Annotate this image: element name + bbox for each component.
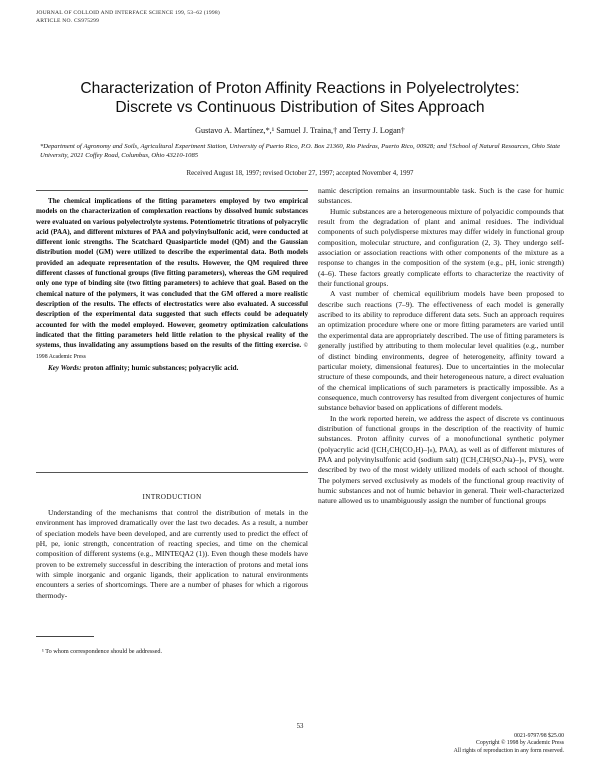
- copyright-line: Copyright © 1998 by Academic Press: [476, 740, 564, 747]
- paragraph: Understanding of the mechanisms that control the distribution of metals in the environment has improved dramatically over the last two decades. As a result, a number of speciation models have been developed, and are currently used to predict the effect of pH, pe, ionic strength, concentration of reacting species, and time on the chemical composition of different systems (e.g., MINTEQA2 (1)). Even though these models have proven to be extremely successful in describing the interaction of protons and metal ions with simple inorganic and organic ligands, their application to natural environments encounters a series of shortcomings. There are a number of phases for which a rigorous thermody-: [36, 508, 308, 600]
- footnote: ¹ To whom correspondence should be addressed.: [42, 648, 163, 655]
- paragraph-continued: namic description remains an insurmountable task. Such is the case for humic substances.: [318, 186, 564, 206]
- abstract: [36, 196, 308, 373]
- rights-line: All rights of reproduction in any form reserved.: [453, 747, 564, 754]
- paper-title: [30, 79, 570, 117]
- abstract-bottom-rule: [36, 472, 308, 473]
- received-dates: Received August 18, 1997; revised October 27, 1997; accepted November 4, 1997: [186, 170, 414, 177]
- left-column-body: [36, 508, 308, 601]
- title-line-2: Discrete vs Continuous Distribution of Sites Approach: [115, 99, 485, 116]
- keywords-label: Key Words:: [48, 363, 82, 372]
- paragraph: A vast number of chemical equilibrium models have been proposed to describe such reactions (7–9). The effectiveness of each model is generally ascribed to its ability to reproduce different data sets. Such an approach requires an optimization procedure where one or more fitting parameters are varied until the experimental data are appropriately described. The use of fitting parameters is generally justified by attributing to them molecular level qualities (e.g., number of distinct binding environments, degree of heterogeneity, affinity toward a particular moiety, dimensional features). Due to uncertainties in the molecular structure of these compounds, and their heterogeneous nature, a direct evaluation of the chemical implications of such parameters is practically impossible. As a consequence, much controversy has resulted from divergent conjectures of humic substance behavior based on applications of different models.: [318, 289, 564, 413]
- footnote-rule: [36, 636, 94, 637]
- abstract-copyright: © 1998 Academic Press: [36, 343, 308, 361]
- keywords-text: proton affinity; humic substances; polyacrylic acid.: [83, 363, 239, 372]
- paragraph: Humic substances are a heterogeneous mixture of polyacidic compounds that result from the degradation of plant and animal residues. The individual components of such polydisperse mixtures may differ widely in functional group composition, molecular structure, and configuration (2, 3). They undergo self-association or association reactions with other components of the mixture as a response to changes in the composition of the system (e.g., pH, ionic strength) (4–6). These factors greatly complicate efforts to characterize the reactivity of their functional groups.: [318, 206, 564, 289]
- author-list: Gustavo A. Martínez,*,¹ Samuel J. Traina,† and Terry J. Logan†: [195, 126, 405, 135]
- abstract-text: The chemical implications of the fitting parameters employed by two empirical models on the characterization of complexation reactions by dissolved humic substances were evaluated on various polyelectrolyte systems. Potentiometric titrations of polyacrylic acid (PAA), and different mixtures of PAA and polyvinylsulfonic acid, were conducted at different ionic strengths. The Scatchard Quasiparticle model (QM) and the Gaussian distribution model (GM) were utilized to describe the experimental data. Both models provided an adequate representation of the results. However, the QM required three different classes of functional groups (five fitting parameters), whereas the GM required only one type of binding site (two fitting parameters) to achieve that goal. Based on the chemical nature of the polymers, it was concluded that the GM offered a more realistic description of the results. The effects of electrostatics were also evaluated. A successful description of the experimental data suggested that such effects could be adequately accounted for with the model employed. However, geometry optimization calculations indicated that the fitting parameters held little relation to the physical reality of the systems, thus invalidating any assumptions based on the results of the fitting exercise.: [36, 197, 308, 350]
- page-number: 53: [296, 723, 304, 730]
- article-number: ARTICLE NO. CS975299: [36, 18, 100, 24]
- copyright-block: [390, 733, 564, 755]
- right-column-body: [318, 186, 564, 507]
- affiliations: *Department of Agronomy and Soils, Agricultural Experiment Station, University of Puerto Rico, P.O. Box 21360, Rio Piedras, Puerto Rico, 00928; and †School of Natural Resources, Ohio State University, 2021 Coffey Road, Columbus, Ohio 43210-1085: [40, 143, 560, 160]
- title-line-1: Characterization of Proton Affinity Reactions in Polyelectrolytes:: [80, 80, 520, 97]
- paragraph: In the work reported herein, we address the aspect of discrete vs continuous distribution of functional groups in the description of the reactivity of humic substances. Proton affinity curves of a monofunctional synthetic polymer (polyacrylic acid ([CH₂CH(CO₂H)–]ₙ), PAA), as well as of different mixtures of PAA and polyvinylsulfonic acid (sodium salt) ([CH₂CH(SO₃Na)–]ₙ, PVS), were described by two of the most widely utilized models of each school of thought. The polymers served exclusively as models of the functional group reactivity of humic substances and not of humic behavior in general. Their well-characterized nature allowed us to unambiguously assign the number of functional groups: [318, 413, 564, 506]
- issn-price: 0021-9797/98 $25.00: [514, 733, 564, 739]
- journal-header: JOURNAL OF COLLOID AND INTERFACE SCIENCE 199, 53–62 (1998): [36, 10, 220, 16]
- section-heading-introduction: INTRODUCTION: [142, 493, 202, 501]
- abstract-top-rule: [36, 190, 308, 191]
